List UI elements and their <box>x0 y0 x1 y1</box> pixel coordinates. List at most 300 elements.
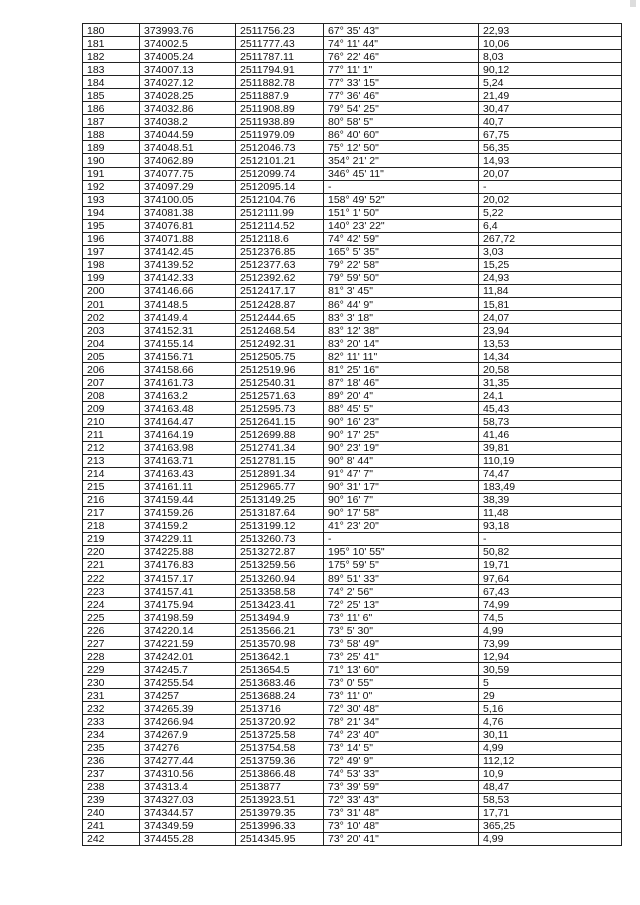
table-row <box>83 102 622 115</box>
direction-angle-cell: 41° 23' 20" <box>324 519 479 532</box>
y-coordinate-cell: 2513187.64 <box>236 506 324 519</box>
point-number-cell: 191 <box>83 167 140 180</box>
x-coordinate-cell: 374062.89 <box>140 154 236 167</box>
direction-angle-cell: 151° 1' 50" <box>324 206 479 219</box>
length-cell: 11,84 <box>479 284 622 297</box>
point-number-cell: 235 <box>83 741 140 754</box>
length-cell: 30,11 <box>479 728 622 741</box>
y-coordinate-cell: 2513259.56 <box>236 558 324 571</box>
x-coordinate-cell: 374157.41 <box>140 585 236 598</box>
length-cell: 29 <box>479 689 622 702</box>
direction-angle-cell: 90° 16' 7" <box>324 493 479 506</box>
direction-angle-cell: 77° 11' 1" <box>324 63 479 76</box>
x-coordinate-cell: 374159.26 <box>140 506 236 519</box>
table-row <box>83 519 622 532</box>
y-coordinate-cell: 2513996.33 <box>236 819 324 832</box>
x-coordinate-cell: 374327.03 <box>140 793 236 806</box>
table-row <box>83 311 622 324</box>
x-coordinate-cell: 374349.59 <box>140 819 236 832</box>
direction-angle-cell: 67° 35' 43" <box>324 24 479 37</box>
table-row <box>83 793 622 806</box>
table-row <box>83 467 622 480</box>
length-cell: 45,43 <box>479 402 622 415</box>
point-number-cell: 186 <box>83 102 140 115</box>
y-coordinate-cell: 2514345.95 <box>236 832 324 845</box>
y-coordinate-cell: 2513423.41 <box>236 598 324 611</box>
direction-angle-cell: 83° 12' 38" <box>324 324 479 337</box>
direction-angle-cell: 75° 12' 50" <box>324 141 479 154</box>
point-number-cell: 218 <box>83 519 140 532</box>
x-coordinate-cell: 374149.4 <box>140 311 236 324</box>
x-coordinate-cell: 374002.5 <box>140 37 236 50</box>
length-cell: 10,9 <box>479 767 622 780</box>
table-row <box>83 258 622 271</box>
point-number-cell: 233 <box>83 715 140 728</box>
length-cell: 365,25 <box>479 819 622 832</box>
point-number-cell: 238 <box>83 780 140 793</box>
x-coordinate-cell: 374159.2 <box>140 519 236 532</box>
direction-angle-cell: 158° 49' 52" <box>324 193 479 206</box>
table-row <box>83 389 622 402</box>
x-coordinate-cell: 374176.83 <box>140 558 236 571</box>
length-cell: 4,99 <box>479 624 622 637</box>
direction-angle-cell: 73° 11' 0" <box>324 689 479 702</box>
x-coordinate-cell: 374081.38 <box>140 206 236 219</box>
table-row <box>83 558 622 571</box>
y-coordinate-cell: 2511756.23 <box>236 24 324 37</box>
length-cell: 73,99 <box>479 637 622 650</box>
y-coordinate-cell: 2513642.1 <box>236 650 324 663</box>
length-cell: 30,59 <box>479 663 622 676</box>
y-coordinate-cell: 2511794.91 <box>236 63 324 76</box>
table-row <box>83 663 622 676</box>
y-coordinate-cell: 2512540.31 <box>236 376 324 389</box>
length-cell: 8,03 <box>479 50 622 63</box>
length-cell: 4,99 <box>479 741 622 754</box>
scan-mark <box>630 0 636 7</box>
y-coordinate-cell: 2512095.14 <box>236 180 324 193</box>
direction-angle-cell: 73° 10' 48" <box>324 819 479 832</box>
length-cell: 183,49 <box>479 480 622 493</box>
direction-angle-cell: 81° 25' 16" <box>324 363 479 376</box>
length-cell: 97,64 <box>479 571 622 584</box>
direction-angle-cell: 80° 58' 5" <box>324 115 479 128</box>
length-cell: 90,12 <box>479 63 622 76</box>
length-cell: 48,47 <box>479 780 622 793</box>
y-coordinate-cell: 2512699.88 <box>236 428 324 441</box>
length-cell: 3,03 <box>479 245 622 258</box>
x-coordinate-cell: 374220.14 <box>140 624 236 637</box>
y-coordinate-cell: 2513570.98 <box>236 637 324 650</box>
table-row <box>83 141 622 154</box>
direction-angle-cell: 88° 45' 5" <box>324 402 479 415</box>
table-row <box>83 832 622 845</box>
table-row <box>83 741 622 754</box>
direction-angle-cell: 73° 31' 48" <box>324 806 479 819</box>
length-cell: 5,16 <box>479 702 622 715</box>
y-coordinate-cell: 2513754.58 <box>236 741 324 754</box>
direction-angle-cell: - <box>324 180 479 193</box>
table-row <box>83 245 622 258</box>
y-coordinate-cell: 2511777.43 <box>236 37 324 50</box>
direction-angle-cell: 89° 51' 33" <box>324 571 479 584</box>
direction-angle-cell: 74° 2' 56" <box>324 585 479 598</box>
y-coordinate-cell: 2513494.9 <box>236 611 324 624</box>
table-row <box>83 193 622 206</box>
y-coordinate-cell: 2513716 <box>236 702 324 715</box>
point-number-cell: 183 <box>83 63 140 76</box>
x-coordinate-cell: 374077.75 <box>140 167 236 180</box>
table-row <box>83 689 622 702</box>
table-row <box>83 63 622 76</box>
x-coordinate-cell: 374152.31 <box>140 324 236 337</box>
length-cell: 24,1 <box>479 389 622 402</box>
length-cell: 50,82 <box>479 545 622 558</box>
direction-angle-cell: 77° 33' 15" <box>324 76 479 89</box>
y-coordinate-cell: 2513759.36 <box>236 754 324 767</box>
direction-angle-cell: 73° 5' 30" <box>324 624 479 637</box>
point-number-cell: 225 <box>83 611 140 624</box>
y-coordinate-cell: 2511882.78 <box>236 76 324 89</box>
table-row <box>83 24 622 37</box>
table-row <box>83 415 622 428</box>
direction-angle-cell: 90° 16' 23" <box>324 415 479 428</box>
y-coordinate-cell: 2513923.51 <box>236 793 324 806</box>
length-cell: 30,47 <box>479 102 622 115</box>
x-coordinate-cell: 374142.45 <box>140 245 236 258</box>
point-number-cell: 188 <box>83 128 140 141</box>
x-coordinate-cell: 374071.88 <box>140 232 236 245</box>
point-number-cell: 223 <box>83 585 140 598</box>
x-coordinate-cell: 374032.86 <box>140 102 236 115</box>
y-coordinate-cell: 2511938.89 <box>236 115 324 128</box>
x-coordinate-cell: 373993.76 <box>140 24 236 37</box>
y-coordinate-cell: 2512377.63 <box>236 258 324 271</box>
x-coordinate-cell: 374139.52 <box>140 258 236 271</box>
table-row <box>83 284 622 297</box>
point-number-cell: 205 <box>83 350 140 363</box>
length-cell: 20,02 <box>479 193 622 206</box>
y-coordinate-cell: 2511887.9 <box>236 89 324 102</box>
direction-angle-cell: 71° 13' 60" <box>324 663 479 676</box>
point-number-cell: 215 <box>83 480 140 493</box>
direction-angle-cell: 82° 11' 11" <box>324 350 479 363</box>
table-row <box>83 89 622 102</box>
y-coordinate-cell: 2512376.85 <box>236 245 324 258</box>
direction-angle-cell: 87° 18' 46" <box>324 376 479 389</box>
direction-angle-cell: 140° 23' 22" <box>324 219 479 232</box>
y-coordinate-cell: 2512571.63 <box>236 389 324 402</box>
point-number-cell: 209 <box>83 402 140 415</box>
direction-angle-cell: 73° 39' 59" <box>324 780 479 793</box>
point-number-cell: 220 <box>83 545 140 558</box>
x-coordinate-cell: 374277.44 <box>140 754 236 767</box>
point-number-cell: 221 <box>83 558 140 571</box>
point-number-cell: 194 <box>83 206 140 219</box>
point-number-cell: 184 <box>83 76 140 89</box>
table-row <box>83 297 622 310</box>
x-coordinate-cell: 374044.59 <box>140 128 236 141</box>
point-number-cell: 228 <box>83 650 140 663</box>
table-row <box>83 50 622 63</box>
table-row <box>83 154 622 167</box>
y-coordinate-cell: 2513683.46 <box>236 676 324 689</box>
x-coordinate-cell: 374163.43 <box>140 467 236 480</box>
x-coordinate-cell: 374155.14 <box>140 337 236 350</box>
table-row <box>83 219 622 232</box>
table-row <box>83 402 622 415</box>
length-cell: 24,93 <box>479 271 622 284</box>
x-coordinate-cell: 374221.59 <box>140 637 236 650</box>
length-cell: 4,76 <box>479 715 622 728</box>
table-row <box>83 676 622 689</box>
length-cell: - <box>479 180 622 193</box>
x-coordinate-cell: 374161.11 <box>140 480 236 493</box>
direction-angle-cell: 91° 47' 7" <box>324 467 479 480</box>
table-row <box>83 571 622 584</box>
direction-angle-cell: 77° 36' 46" <box>324 89 479 102</box>
y-coordinate-cell: 2512492.31 <box>236 337 324 350</box>
length-cell: 15,25 <box>479 258 622 271</box>
table-row <box>83 232 622 245</box>
y-coordinate-cell: 2512118.6 <box>236 232 324 245</box>
y-coordinate-cell: 2512104.76 <box>236 193 324 206</box>
point-number-cell: 204 <box>83 337 140 350</box>
table-row <box>83 337 622 350</box>
direction-angle-cell: 354° 21' 2" <box>324 154 479 167</box>
x-coordinate-cell: 374005.24 <box>140 50 236 63</box>
point-number-cell: 189 <box>83 141 140 154</box>
y-coordinate-cell: 2513149.25 <box>236 493 324 506</box>
direction-angle-cell: 79° 54' 25" <box>324 102 479 115</box>
direction-angle-cell: 165° 5' 35" <box>324 245 479 258</box>
table-row <box>83 324 622 337</box>
length-cell: 74,5 <box>479 611 622 624</box>
point-number-cell: 199 <box>83 271 140 284</box>
length-cell: 17,71 <box>479 806 622 819</box>
direction-angle-cell: 83° 3' 18" <box>324 311 479 324</box>
y-coordinate-cell: 2512891.34 <box>236 467 324 480</box>
y-coordinate-cell: 2511979.09 <box>236 128 324 141</box>
x-coordinate-cell: 374276 <box>140 741 236 754</box>
y-coordinate-cell: 2513260.94 <box>236 571 324 584</box>
y-coordinate-cell: 2512741.34 <box>236 441 324 454</box>
length-cell: 38,39 <box>479 493 622 506</box>
point-number-cell: 202 <box>83 311 140 324</box>
y-coordinate-cell: 2513725.58 <box>236 728 324 741</box>
length-cell: 31,35 <box>479 376 622 389</box>
direction-angle-cell: 76° 22' 46" <box>324 50 479 63</box>
table-row <box>83 780 622 793</box>
direction-angle-cell: 73° 25' 41" <box>324 650 479 663</box>
point-number-cell: 240 <box>83 806 140 819</box>
length-cell: 14,34 <box>479 350 622 363</box>
y-coordinate-cell: 2512428.87 <box>236 297 324 310</box>
table-row <box>83 506 622 519</box>
x-coordinate-cell: 374257 <box>140 689 236 702</box>
table-row <box>83 480 622 493</box>
length-cell: 267,72 <box>479 232 622 245</box>
x-coordinate-cell: 374100.05 <box>140 193 236 206</box>
length-cell: 40,7 <box>479 115 622 128</box>
x-coordinate-cell: 374163.48 <box>140 402 236 415</box>
direction-angle-cell: 90° 31' 17" <box>324 480 479 493</box>
direction-angle-cell: 79° 59' 50" <box>324 271 479 284</box>
y-coordinate-cell: 2513260.73 <box>236 532 324 545</box>
y-coordinate-cell: 2513720.92 <box>236 715 324 728</box>
length-cell: 58,73 <box>479 415 622 428</box>
direction-angle-cell: 72° 30' 48" <box>324 702 479 715</box>
table-row <box>83 493 622 506</box>
direction-angle-cell: 73° 20' 41" <box>324 832 479 845</box>
length-cell: 10,06 <box>479 37 622 50</box>
direction-angle-cell: 90° 17' 25" <box>324 428 479 441</box>
table-row <box>83 650 622 663</box>
point-number-cell: 241 <box>83 819 140 832</box>
table-row <box>83 350 622 363</box>
length-cell: 14,93 <box>479 154 622 167</box>
y-coordinate-cell: 2513979.35 <box>236 806 324 819</box>
length-cell: 20,58 <box>479 363 622 376</box>
point-number-cell: 222 <box>83 571 140 584</box>
y-coordinate-cell: 2512505.75 <box>236 350 324 363</box>
length-cell: 24,07 <box>479 311 622 324</box>
table-row <box>83 271 622 284</box>
table-row <box>83 611 622 624</box>
y-coordinate-cell: 2513566.21 <box>236 624 324 637</box>
point-number-cell: 237 <box>83 767 140 780</box>
y-coordinate-cell: 2512965.77 <box>236 480 324 493</box>
length-cell: 93,18 <box>479 519 622 532</box>
point-number-cell: 210 <box>83 415 140 428</box>
y-coordinate-cell: 2513866.48 <box>236 767 324 780</box>
x-coordinate-cell: 374344.57 <box>140 806 236 819</box>
x-coordinate-cell: 374142.33 <box>140 271 236 284</box>
point-number-cell: 217 <box>83 506 140 519</box>
x-coordinate-cell: 374266.94 <box>140 715 236 728</box>
y-coordinate-cell: 2511908.89 <box>236 102 324 115</box>
length-cell: 74,99 <box>479 598 622 611</box>
direction-angle-cell: 346° 45' 11" <box>324 167 479 180</box>
length-cell: 41,46 <box>479 428 622 441</box>
y-coordinate-cell: 2512101.21 <box>236 154 324 167</box>
point-number-cell: 185 <box>83 89 140 102</box>
length-cell: 12,94 <box>479 650 622 663</box>
table-row <box>83 206 622 219</box>
x-coordinate-cell: 374076.81 <box>140 219 236 232</box>
table-row <box>83 715 622 728</box>
x-coordinate-cell: 374163.98 <box>140 441 236 454</box>
direction-angle-cell: 89° 20' 4" <box>324 389 479 402</box>
x-coordinate-cell: 374161.73 <box>140 376 236 389</box>
y-coordinate-cell: 2512519.96 <box>236 363 324 376</box>
point-number-cell: 193 <box>83 193 140 206</box>
table-row <box>83 128 622 141</box>
direction-angle-cell: 72° 33' 43" <box>324 793 479 806</box>
length-cell: 56,35 <box>479 141 622 154</box>
x-coordinate-cell: 374245.7 <box>140 663 236 676</box>
point-number-cell: 196 <box>83 232 140 245</box>
direction-angle-cell: 81° 3' 45" <box>324 284 479 297</box>
x-coordinate-cell: 374229.11 <box>140 532 236 545</box>
y-coordinate-cell: 2512392.62 <box>236 271 324 284</box>
direction-angle-cell: 74° 23' 40" <box>324 728 479 741</box>
direction-angle-cell: 74° 53' 33" <box>324 767 479 780</box>
direction-angle-cell: 86° 44' 9" <box>324 297 479 310</box>
y-coordinate-cell: 2513358.58 <box>236 585 324 598</box>
y-coordinate-cell: 2512641.15 <box>236 415 324 428</box>
point-number-cell: 212 <box>83 441 140 454</box>
table-row <box>83 376 622 389</box>
length-cell: 5,24 <box>479 76 622 89</box>
length-cell: 110,19 <box>479 454 622 467</box>
table-row <box>83 454 622 467</box>
direction-angle-cell: 86° 40' 60" <box>324 128 479 141</box>
x-coordinate-cell: 374159.44 <box>140 493 236 506</box>
table-row <box>83 624 622 637</box>
table-row <box>83 585 622 598</box>
point-number-cell: 203 <box>83 324 140 337</box>
length-cell: 19,71 <box>479 558 622 571</box>
length-cell: 67,75 <box>479 128 622 141</box>
length-cell: 21,49 <box>479 89 622 102</box>
table-row <box>83 754 622 767</box>
x-coordinate-cell: 374146.66 <box>140 284 236 297</box>
length-cell: 5 <box>479 676 622 689</box>
point-number-cell: 198 <box>83 258 140 271</box>
length-cell: 11,48 <box>479 506 622 519</box>
point-number-cell: 226 <box>83 624 140 637</box>
length-cell: 4,99 <box>479 832 622 845</box>
x-coordinate-cell: 374038.2 <box>140 115 236 128</box>
length-cell: 22,93 <box>479 24 622 37</box>
x-coordinate-cell: 374157.17 <box>140 571 236 584</box>
point-number-cell: 211 <box>83 428 140 441</box>
length-cell: 20,07 <box>479 167 622 180</box>
length-cell: 39,81 <box>479 441 622 454</box>
direction-angle-cell: 90° 8' 44" <box>324 454 479 467</box>
table-row <box>83 819 622 832</box>
length-cell: 23,94 <box>479 324 622 337</box>
length-cell: 74,47 <box>479 467 622 480</box>
direction-angle-cell: 73° 0' 55" <box>324 676 479 689</box>
table-row <box>83 180 622 193</box>
length-cell: 6,4 <box>479 219 622 232</box>
table-row <box>83 637 622 650</box>
table-row <box>83 76 622 89</box>
length-cell: 5,22 <box>479 206 622 219</box>
x-coordinate-cell: 374028.25 <box>140 89 236 102</box>
x-coordinate-cell: 374164.47 <box>140 415 236 428</box>
point-number-cell: 224 <box>83 598 140 611</box>
point-number-cell: 229 <box>83 663 140 676</box>
x-coordinate-cell: 374267.9 <box>140 728 236 741</box>
y-coordinate-cell: 2513688.24 <box>236 689 324 702</box>
y-coordinate-cell: 2512444.65 <box>236 311 324 324</box>
direction-angle-cell: 83° 20' 14" <box>324 337 479 350</box>
y-coordinate-cell: 2512417.17 <box>236 284 324 297</box>
point-number-cell: 234 <box>83 728 140 741</box>
y-coordinate-cell: 2512111.99 <box>236 206 324 219</box>
direction-angle-cell: 74° 42' 59" <box>324 232 479 245</box>
point-number-cell: 201 <box>83 297 140 310</box>
x-coordinate-cell: 374156.71 <box>140 350 236 363</box>
y-coordinate-cell: 2512595.73 <box>236 402 324 415</box>
length-cell: 58,53 <box>479 793 622 806</box>
x-coordinate-cell: 374455.28 <box>140 832 236 845</box>
x-coordinate-cell: 374265.39 <box>140 702 236 715</box>
point-number-cell: 207 <box>83 376 140 389</box>
